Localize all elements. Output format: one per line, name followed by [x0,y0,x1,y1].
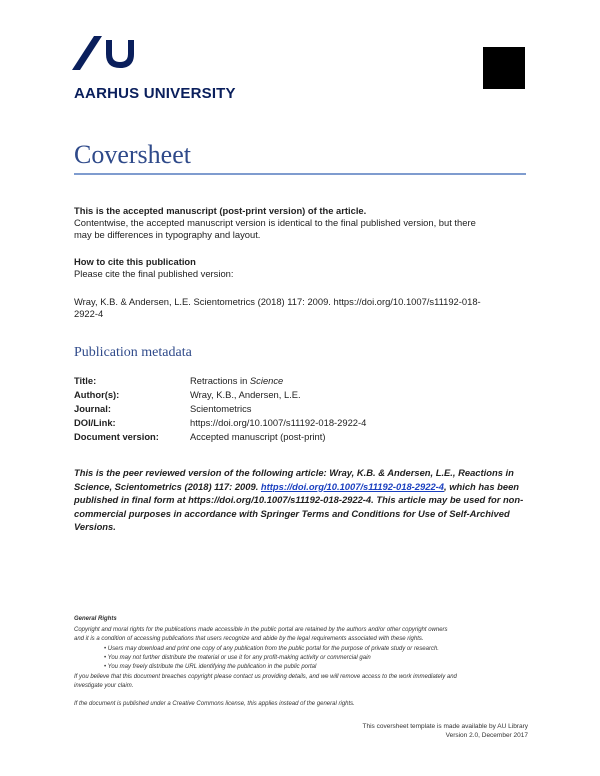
meta-value-title [190,375,283,386]
footer-line-2: Version 2.0, December 2017 [445,732,528,739]
corner-block [483,47,525,89]
meta-value-authors: Wray, K.B., Andersen, L.E. [190,389,301,400]
cite-instruction: Please cite the final published version: [74,268,234,279]
meta-label-journal: Journal: [74,403,111,414]
page-title: Coversheet [74,140,191,169]
meta-value-title-prefix: Retractions in [190,375,250,386]
accepted-line-1: Contentwise, the accepted manuscript version is identical to the final published version, but there [74,217,476,228]
university-name: AARHUS UNIVERSITY [74,85,236,102]
rights-bullet-3: • You may freely distribute the URL identifying the publication in the public portal [104,664,317,670]
rights-heading: General Rights [74,616,117,622]
rights-bullet-1: • Users may download and print one copy of any publication from the public portal for the purpose of private study or research. [104,646,439,652]
meta-value-doi: https://doi.org/10.1007/s11192-018-2922-4 [190,417,367,428]
rights-breach-1: If you believe that this document breaches copyright please contact us providing details, and we will remove access to the work immediately and [74,674,457,680]
accepted-heading: This is the accepted manuscript (post-print version) of the article. [74,205,367,216]
meta-value-title-italic: Science [249,375,284,386]
meta-label-authors: Author(s): [74,389,120,400]
meta-label-title: Title: [74,375,97,386]
peer-review-part-2: , which has been published in final form at https://doi.org/10.1007/s11192-018-2922-4. This article may be used for non-commercial purposes in accordance with Springer Terms and Conditions for Use of Self-Archived Versions. [74,480,524,532]
peer-review-statement [74,466,529,534]
meta-label-version: Document version: [74,431,159,442]
rights-line-2: and it is a condition of accessing publications that users recognize and abide by the legal requirements associated with these rights. [74,636,424,642]
title-divider [74,173,526,175]
meta-label-doi: DOI/Link: [74,417,116,428]
accepted-line-2: may be differences in typography and layout. [74,229,261,240]
footer-line-1: This coversheet template is made available by AU Library [362,723,528,730]
meta-value-version: Accepted manuscript (post-print) [190,431,326,442]
rights-breach-2: investigate your claim. [74,683,134,689]
rights-line-1: Copyright and moral rights for the publications made accessible in the public portal are retained by the authors and/or other copyright owners [74,627,448,633]
metadata-heading: Publication metadata [74,345,192,360]
meta-value-journal: Scientometrics [190,403,252,414]
peer-review-part-1: This is the peer reviewed version of the following article: Wray, K.B. & Andersen, L.E., Reactions in Science, Scientometrics (2018) 117: 2009. [74,467,514,492]
cite-heading: How to cite this publication [74,256,196,267]
doi-link[interactable]: https://doi.org/10.1007/s11192-018-2922-4 [260,480,444,492]
citation-line-1: Wray, K.B. & Andersen, L.E. Scientometrics (2018) 117: 2009. https://doi.org/10.1007/s11192-018- [74,296,481,307]
citation-line-2: 2922-4 [74,308,104,319]
aarhus-university-logo-icon [72,34,142,84]
rights-cc: If the document is published under a Creative Commons license, this applies instead of the general rights. [74,701,355,707]
rights-bullet-2: • You may not further distribute the material or use it for any profit-making activity or commercial gain [104,655,371,661]
